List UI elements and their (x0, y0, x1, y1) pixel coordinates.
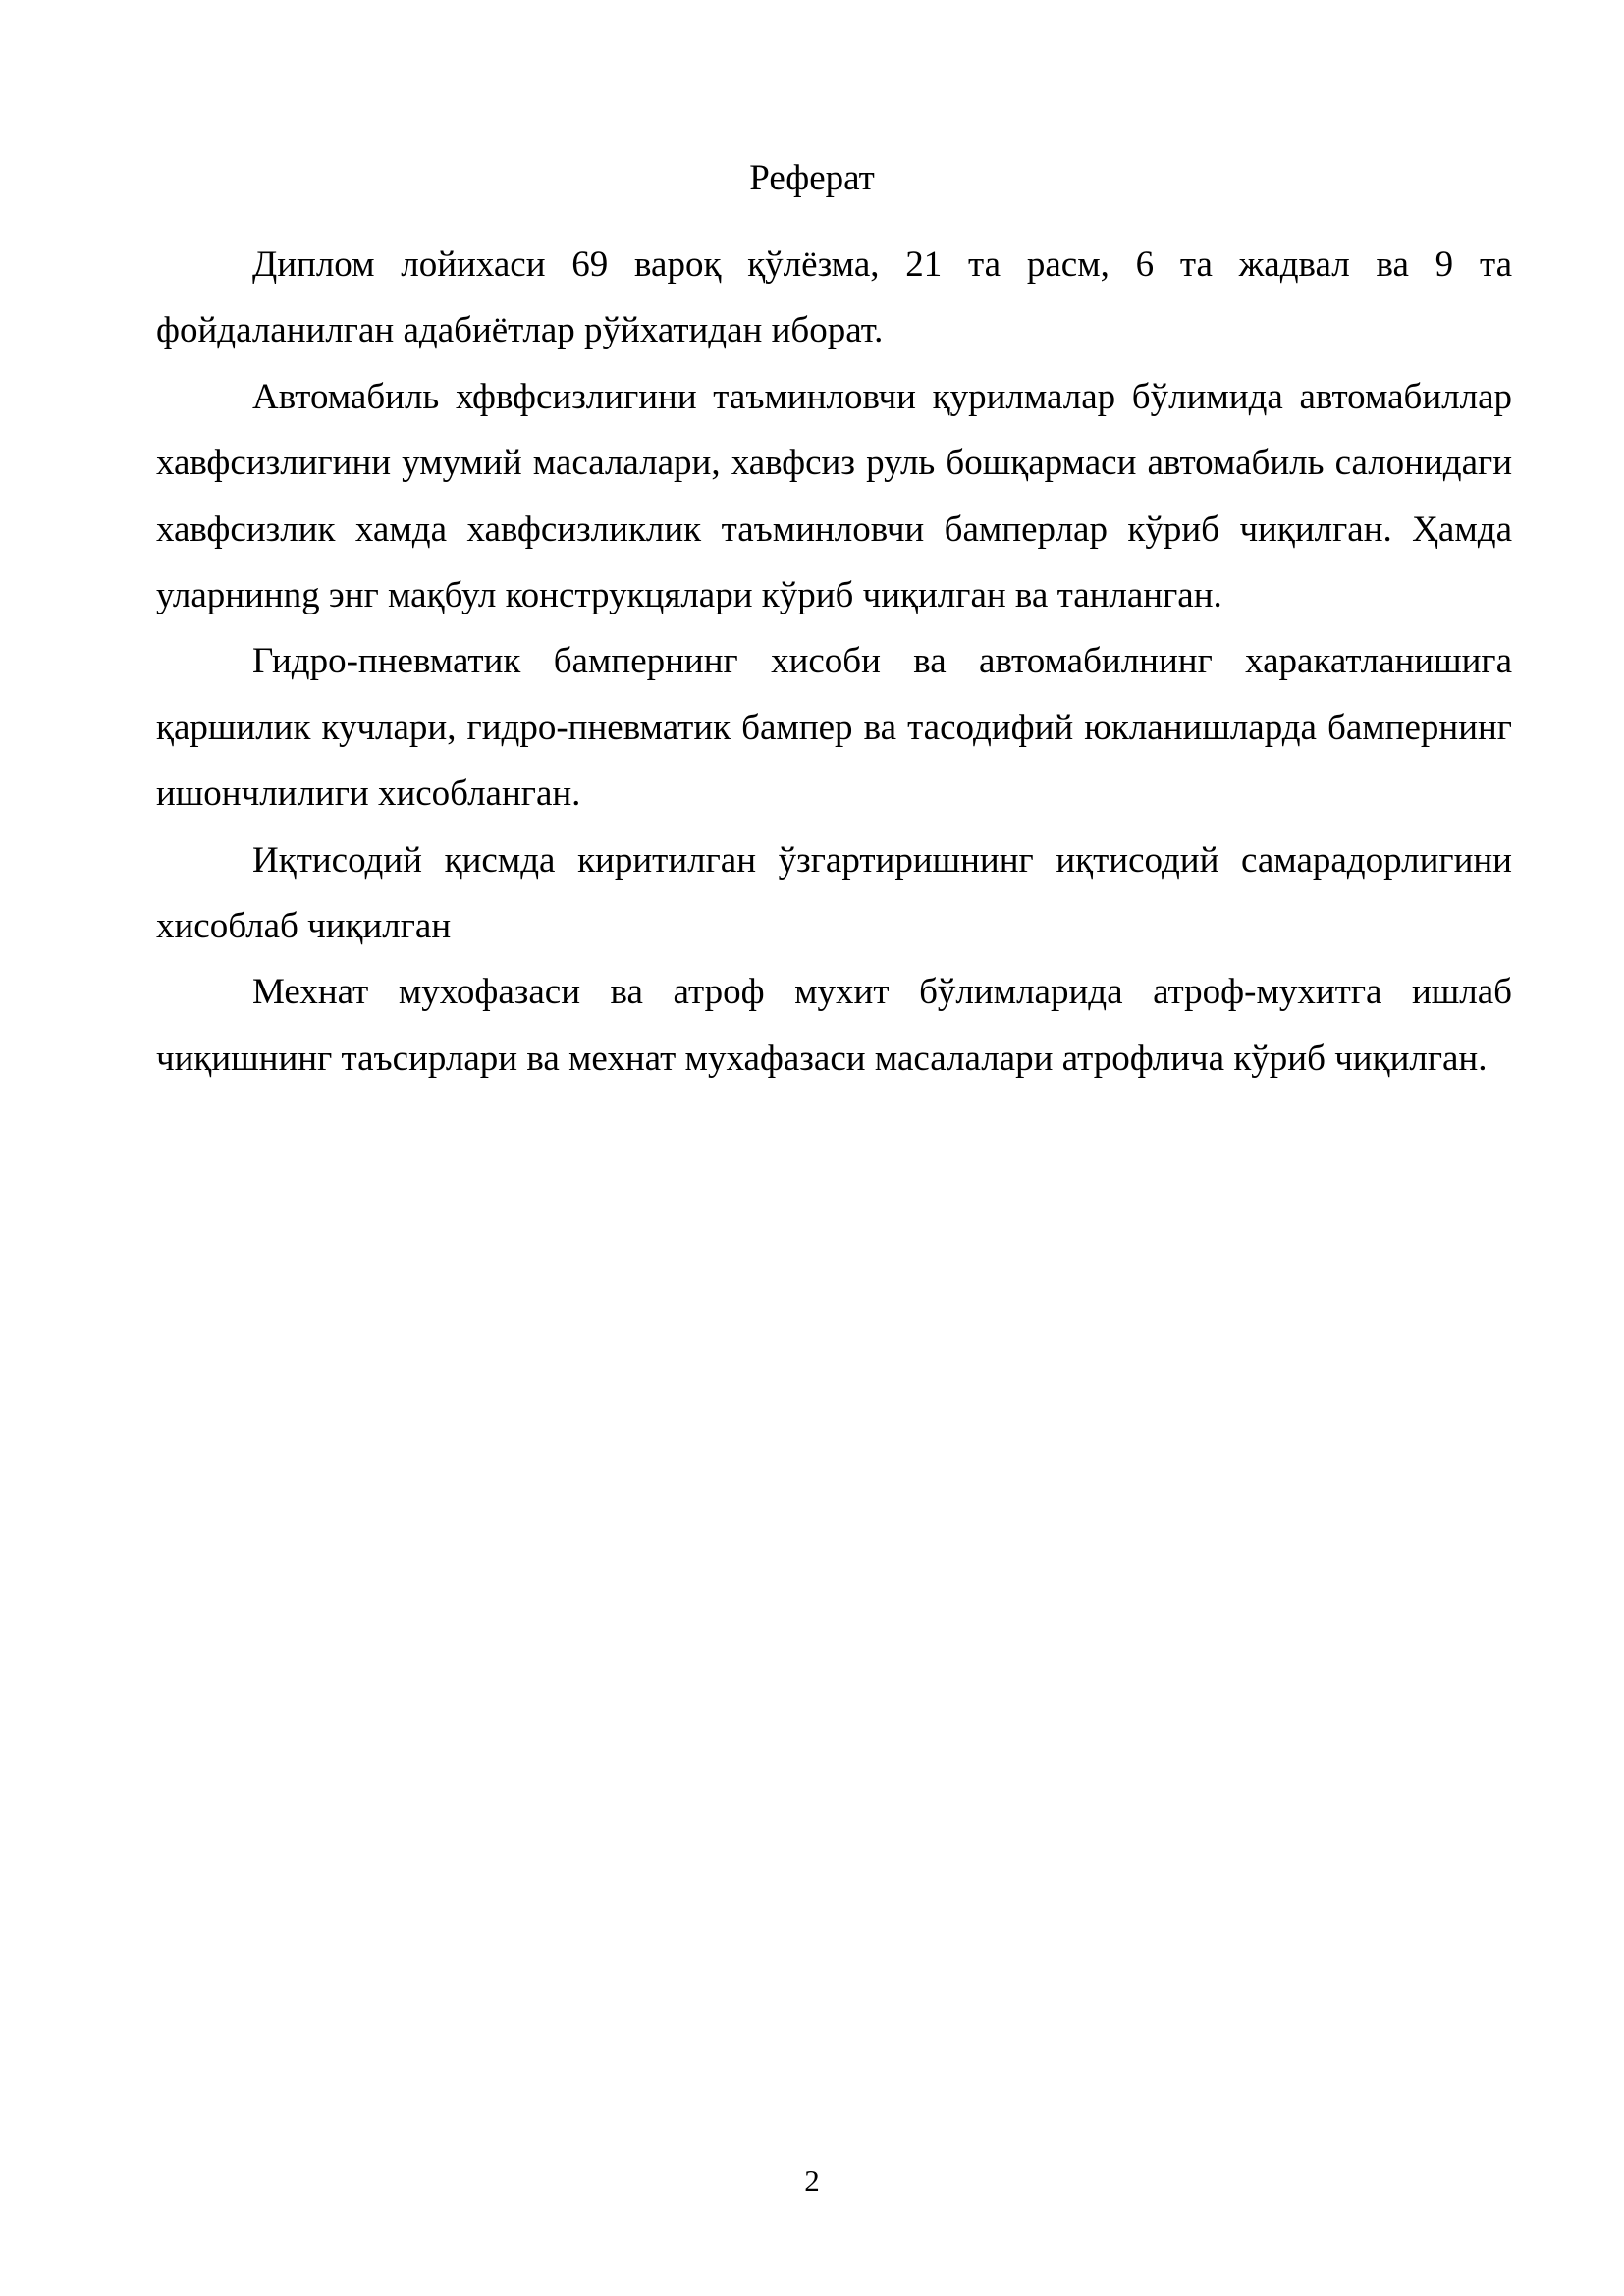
paragraph-summary: Диплом лойихаси 69 вароқ қўлёзма, 21 та расм, 6 та жадвал ва 9 та фойдаланилган адабиётлар рўйхатидан иборат. (156, 244, 1512, 351)
page-number: 2 (804, 2163, 820, 2198)
body-text (156, 232, 1512, 1092)
page-title: Реферат (749, 158, 875, 198)
paragraph-bumper-calculation: Гидро-пневматик бампернинг хисоби ва автомабилнинг харакатланишига қаршилик кучлари, гидро-пневматик бампер ва тасодифий юкланишларда бампернинг ишончлилиги хисобланган. (156, 641, 1512, 815)
paragraph-labor-protection: Мехнат мухофазаси ва атроф мухит бўлимларида атроф-мухитга ишлаб чиқишнинг таъсирлари ва мехнат мухафазаси масалалари атрофлича кўриб чиқилган. (156, 972, 1512, 1079)
paragraph-economics: Иқтисодий қисмда киритилган ўзгартиришнинг иқтисодий самарадорлигини хисоблаб чиқилган (156, 839, 1512, 947)
paragraph-safety-devices: Автомабиль хфвфсизлигини таъминловчи қурилмалар бўлимида автомабиллар хавфсизлигини умумий масалалари, хавфсиз руль бошқармаси автомабиль салонидаги хавфсизлик хамда хавфсизликлик таъминловчи бамперлар кўриб чиқилган. Ҳамда уларнинng энг мақбул конструкцялари кўриб чиқилган ва танланган. (156, 376, 1512, 616)
